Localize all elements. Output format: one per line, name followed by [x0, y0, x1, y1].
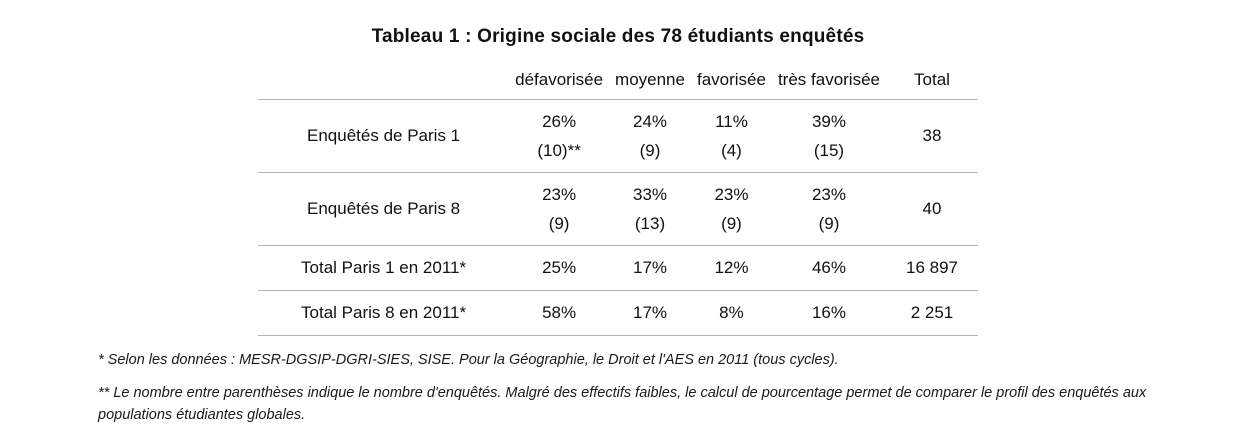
- cell-count: (9): [639, 140, 661, 160]
- table-cell: [509, 173, 609, 246]
- table-row: [258, 291, 978, 336]
- cell-percent: 33%: [632, 184, 668, 204]
- table-cell: 17%: [632, 303, 668, 323]
- table-header: [258, 70, 978, 100]
- cell-count: (9): [548, 213, 570, 233]
- table-cell: [772, 100, 886, 173]
- table-title: Tableau 1 : Origine sociale des 78 étudiants enquêtés: [371, 26, 865, 47]
- cell-count: (15): [813, 140, 845, 160]
- cell-percent: 23%: [542, 184, 577, 204]
- column-header-blank: [258, 70, 509, 100]
- cell-count: (9): [721, 213, 742, 233]
- footnote-parentheses: ** Le nombre entre parenthèses indique le nombre d'enquêtés. Malgré des effectifs faibles, le calcul de pourcentage permet de comparer le profil des enquêtés aux populations étudiantes globales.: [98, 384, 1147, 423]
- column-header-defavorisee: défavorisée: [515, 70, 604, 89]
- table-cell: [509, 100, 609, 173]
- row-label: Enquêtés de Paris 1: [307, 126, 461, 146]
- table-row: [258, 246, 978, 291]
- row-label: Total Paris 1 en 2011*: [301, 258, 467, 278]
- row-total: 38: [922, 126, 942, 146]
- column-header-total: Total: [914, 70, 950, 89]
- table-cell: [609, 100, 691, 173]
- cell-percent: 11%: [715, 111, 748, 131]
- row-total: 16 897: [906, 258, 958, 278]
- cell-count: (9): [818, 213, 840, 233]
- table-body: [258, 100, 978, 336]
- table-cell: [691, 173, 772, 246]
- cell-percent: 39%: [811, 111, 846, 131]
- column-header-favorisee: favorisée: [696, 70, 766, 89]
- cell-percent: 26%: [542, 111, 577, 131]
- table-cell: 16%: [811, 303, 846, 323]
- footnote-source: * Selon les données : MESR-DGSIP-DGRI-SIES, SISE. Pour la Géographie, le Droit et l'AES en 2011 (tous cycles).: [98, 352, 839, 368]
- cell-count: (10)**: [537, 140, 581, 160]
- row-total: 40: [922, 199, 942, 219]
- social-origin-table: [258, 70, 978, 336]
- header-row: [258, 70, 978, 100]
- table-notes: [88, 336, 1148, 426]
- row-label: Total Paris 8 en 2011*: [301, 303, 467, 323]
- cell-count: (13): [634, 213, 666, 233]
- cell-percent: 23%: [811, 184, 846, 204]
- table-cell: [691, 100, 772, 173]
- cell-percent: 24%: [632, 111, 668, 131]
- cell-percent: 23%: [714, 184, 749, 204]
- row-total: 2 251: [910, 303, 954, 323]
- column-header-tres-favorisee: très favorisée: [777, 70, 880, 89]
- table-cell: 12%: [714, 258, 749, 278]
- table-container: [258, 48, 978, 336]
- table-cell: [772, 173, 886, 246]
- row-label: Enquêtés de Paris 8: [307, 199, 461, 219]
- table-cell: 8%: [719, 303, 744, 323]
- table-cell: [609, 173, 691, 246]
- table-row: [258, 173, 978, 246]
- table-cell: 25%: [542, 258, 577, 278]
- table-cell: 58%: [542, 303, 577, 323]
- table-cell: 17%: [632, 258, 668, 278]
- table-row: [258, 100, 978, 173]
- table-cell: 46%: [811, 258, 846, 278]
- cell-count: (4): [721, 140, 742, 160]
- column-header-moyenne: moyenne: [615, 70, 685, 89]
